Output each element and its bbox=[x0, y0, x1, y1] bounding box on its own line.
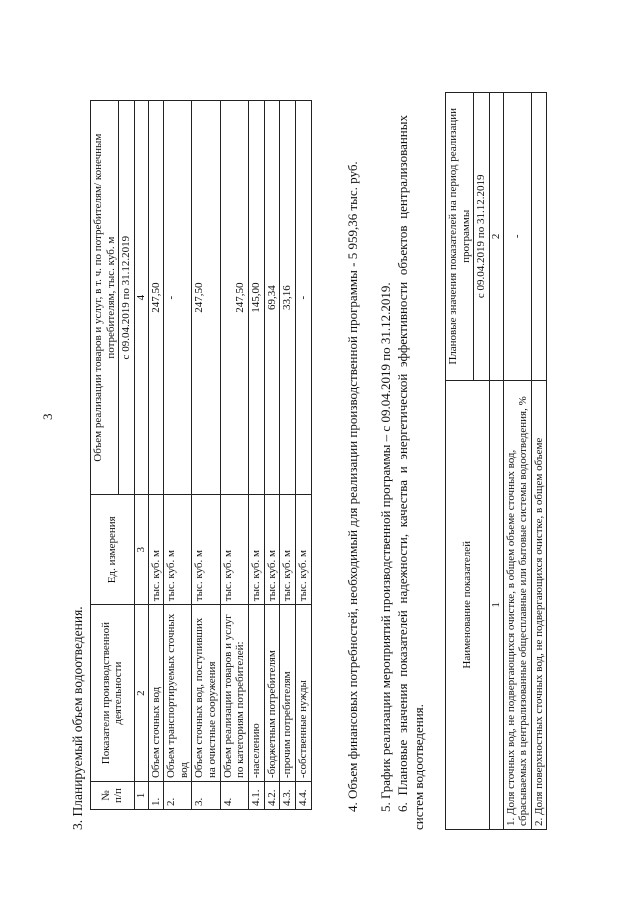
table-header-row bbox=[446, 93, 474, 830]
row-number: 4.4. bbox=[295, 782, 311, 810]
row-number: 4.2. bbox=[264, 782, 280, 810]
row-value: 145,00 bbox=[249, 101, 265, 495]
row-unit: тыс. куб. м bbox=[249, 495, 265, 605]
section-3-title: 3. Планируемый объем водоотведения. bbox=[70, 606, 85, 830]
col-header-unit: Ед. измерения bbox=[91, 495, 135, 605]
col-header-indicator: Показатели производственной деятельности bbox=[91, 605, 135, 782]
row-number: 4. bbox=[220, 782, 248, 810]
table-row bbox=[531, 93, 547, 830]
table-row bbox=[220, 101, 248, 810]
table-row bbox=[148, 101, 164, 810]
col-header-number: № п/п bbox=[91, 782, 135, 810]
col-header-period: с 09.04.2019 по 31.12.2019 bbox=[119, 101, 135, 495]
column-number-row bbox=[489, 93, 503, 830]
row-value: 247,50 bbox=[192, 101, 220, 495]
row-value: - bbox=[503, 93, 531, 381]
row-unit: тыс. куб. м bbox=[148, 495, 164, 605]
table-row bbox=[192, 101, 220, 810]
table-row bbox=[249, 101, 265, 810]
paragraph-indicators: 6. Плановые значения показателей надежности, качества и энергетической эффективности объектов централизованных систем водоотведения. bbox=[395, 115, 427, 830]
row-indicator: 1. Доля сточных вод, не подвергающихся очистке, в общем объеме сточных вод, сбрасываемых в централизованные общесплавные или бытовые системы водоотведения, % bbox=[503, 380, 531, 829]
row-value: - bbox=[164, 101, 192, 495]
row-indicator: Объем реализации товаров и услуг по категориям потребителей: bbox=[220, 605, 248, 782]
row-indicator: -бюджетным потребителям bbox=[264, 605, 280, 782]
row-unit: тыс. куб. м bbox=[280, 495, 296, 605]
row-indicator: 2. Доля поверхностных сточных вод, не подвергающихся очистке, в общем объеме bbox=[531, 380, 547, 829]
column-number-row bbox=[134, 101, 148, 810]
paragraph-financial-needs: 4. Объем финансовых потребностей, необходимый для реализации производственной программы - 5 959,36 тыс. руб. bbox=[345, 161, 360, 812]
row-number: 3. bbox=[192, 782, 220, 810]
col-number: 2 bbox=[134, 605, 148, 782]
row-unit: тыс. куб. м bbox=[295, 495, 311, 605]
row-value: 69,34 bbox=[264, 101, 280, 495]
row-unit: тыс. куб. м bbox=[220, 495, 248, 605]
row-number: 2. bbox=[164, 782, 192, 810]
row-unit: тыс. куб. м bbox=[264, 495, 280, 605]
table-row bbox=[503, 93, 531, 830]
col-number: 4 bbox=[134, 101, 148, 495]
row-unit: тыс. куб. м bbox=[164, 495, 192, 605]
table-row bbox=[295, 101, 311, 810]
row-number: 4.1. bbox=[249, 782, 265, 810]
col-header-volume: Объем реализации товаров и услуг, в т. ч. по потребителям/ конечным потребителям, тыс. куб. м bbox=[91, 101, 119, 495]
col-number: 1 bbox=[489, 380, 503, 829]
row-value bbox=[531, 93, 547, 381]
row-unit: тыс. куб. м bbox=[192, 495, 220, 605]
row-value: - bbox=[295, 101, 311, 495]
row-indicator: -собственные нужды bbox=[295, 605, 311, 782]
col-number: 1 bbox=[134, 782, 148, 810]
col-header-period: с 09.04.2019 по 31.12.2019 bbox=[474, 93, 490, 381]
row-indicator: Объем сточных вод bbox=[148, 605, 164, 782]
page-number: 3 bbox=[40, 413, 55, 420]
row-indicator: Объем сточных вод, поступивших на очистные сооружения bbox=[192, 605, 220, 782]
col-header-indicator-name: Наименование показателей bbox=[446, 380, 490, 829]
col-header-planned-values: Плановые значения показателей на период реализации программы bbox=[446, 93, 474, 381]
planned-indicators-table bbox=[445, 92, 547, 830]
row-number: 4.3. bbox=[280, 782, 296, 810]
row-indicator: Объем транспортируемых сточных вод bbox=[164, 605, 192, 782]
paragraph-schedule: 5. График реализации мероприятий производственной программы – с 09.04.2019 по 31.12.2019. bbox=[378, 282, 393, 812]
table-row bbox=[264, 101, 280, 810]
wastewater-volume-table bbox=[90, 100, 312, 810]
row-value: 247,50 bbox=[220, 101, 248, 495]
row-indicator: -прочим потребителям bbox=[280, 605, 296, 782]
table-row bbox=[164, 101, 192, 810]
col-number: 2 bbox=[489, 93, 503, 381]
row-value: 247,50 bbox=[148, 101, 164, 495]
col-number: 3 bbox=[134, 495, 148, 605]
row-number: 1. bbox=[148, 782, 164, 810]
row-indicator: -населению bbox=[249, 605, 265, 782]
row-value: 33,16 bbox=[280, 101, 296, 495]
table-header-row bbox=[91, 101, 119, 810]
table-row bbox=[280, 101, 296, 810]
